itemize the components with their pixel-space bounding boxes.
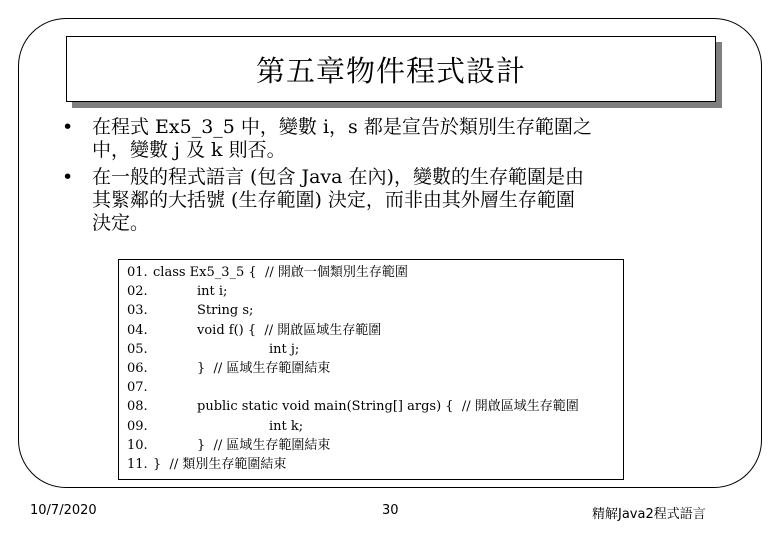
bullet-marker: • bbox=[62, 166, 74, 188]
bullet-line: 在一般的程式語言 (包含 Java 在內)，變數的生存範圍是由 bbox=[92, 166, 584, 188]
line-number: 10. bbox=[127, 437, 148, 453]
code-line bbox=[127, 301, 623, 320]
bullet-list bbox=[58, 116, 718, 239]
code-text: public static void main(String[] args) { // 開啟區域生存範圍 bbox=[197, 399, 579, 415]
code-text: } // 類別生存範圍結束 bbox=[153, 457, 287, 473]
line-number: 02. bbox=[127, 284, 148, 300]
code-line bbox=[127, 263, 623, 282]
bullet-marker: • bbox=[62, 116, 74, 138]
line-number: 04. bbox=[127, 322, 148, 338]
code-line bbox=[127, 417, 623, 436]
code-line bbox=[127, 436, 623, 455]
line-number: 03. bbox=[127, 303, 148, 319]
code-text: } // 區域生存範圍結束 bbox=[197, 361, 331, 377]
code-text: } // 區域生存範圍結束 bbox=[197, 437, 331, 453]
bullet-line: 在程式 Ex5_3_5 中，變數 i，s 都是宣告於類別生存範圍之 bbox=[92, 116, 592, 138]
code-line bbox=[127, 397, 623, 416]
title-box bbox=[66, 36, 716, 102]
code-listing bbox=[118, 259, 624, 480]
code-text: int i; bbox=[197, 284, 228, 300]
code-line bbox=[127, 378, 623, 397]
code-line bbox=[127, 340, 623, 359]
line-number: 11. bbox=[127, 457, 148, 473]
bullet-item bbox=[58, 166, 718, 235]
code-text: String s; bbox=[197, 303, 254, 319]
bullet-line: 決定。 bbox=[92, 212, 150, 234]
code-line bbox=[127, 359, 623, 378]
code-line bbox=[127, 282, 623, 301]
bullet-item bbox=[58, 116, 718, 162]
code-text: class Ex5_3_5 { // 開啟一個類別生存範圍 bbox=[153, 265, 408, 280]
footer-date: 10/7/2020 bbox=[30, 503, 97, 518]
line-number: 05. bbox=[127, 341, 148, 357]
line-number: 07. bbox=[127, 380, 148, 396]
bullet-line: 其緊鄰的大括號 (生存範圍) 決定，而非由其外層生存範圍 bbox=[92, 189, 575, 211]
bullet-line: 中，變數 j 及 k 則否。 bbox=[92, 139, 286, 161]
line-number: 09. bbox=[127, 418, 148, 434]
code-text: void f() { // 開啟區域生存範圍 bbox=[197, 322, 382, 338]
code-text: int j; bbox=[269, 341, 300, 357]
page-number: 30 bbox=[382, 503, 399, 518]
slide-title: 第五章物件程式設計 bbox=[255, 53, 526, 88]
code-text: int k; bbox=[269, 418, 304, 434]
line-number: 01. bbox=[127, 265, 148, 280]
footer-book-title: 精解Java2程式語言 bbox=[592, 507, 706, 522]
code-line bbox=[127, 321, 623, 340]
line-number: 08. bbox=[127, 399, 148, 415]
code-line bbox=[127, 455, 623, 474]
line-number: 06. bbox=[127, 361, 148, 377]
